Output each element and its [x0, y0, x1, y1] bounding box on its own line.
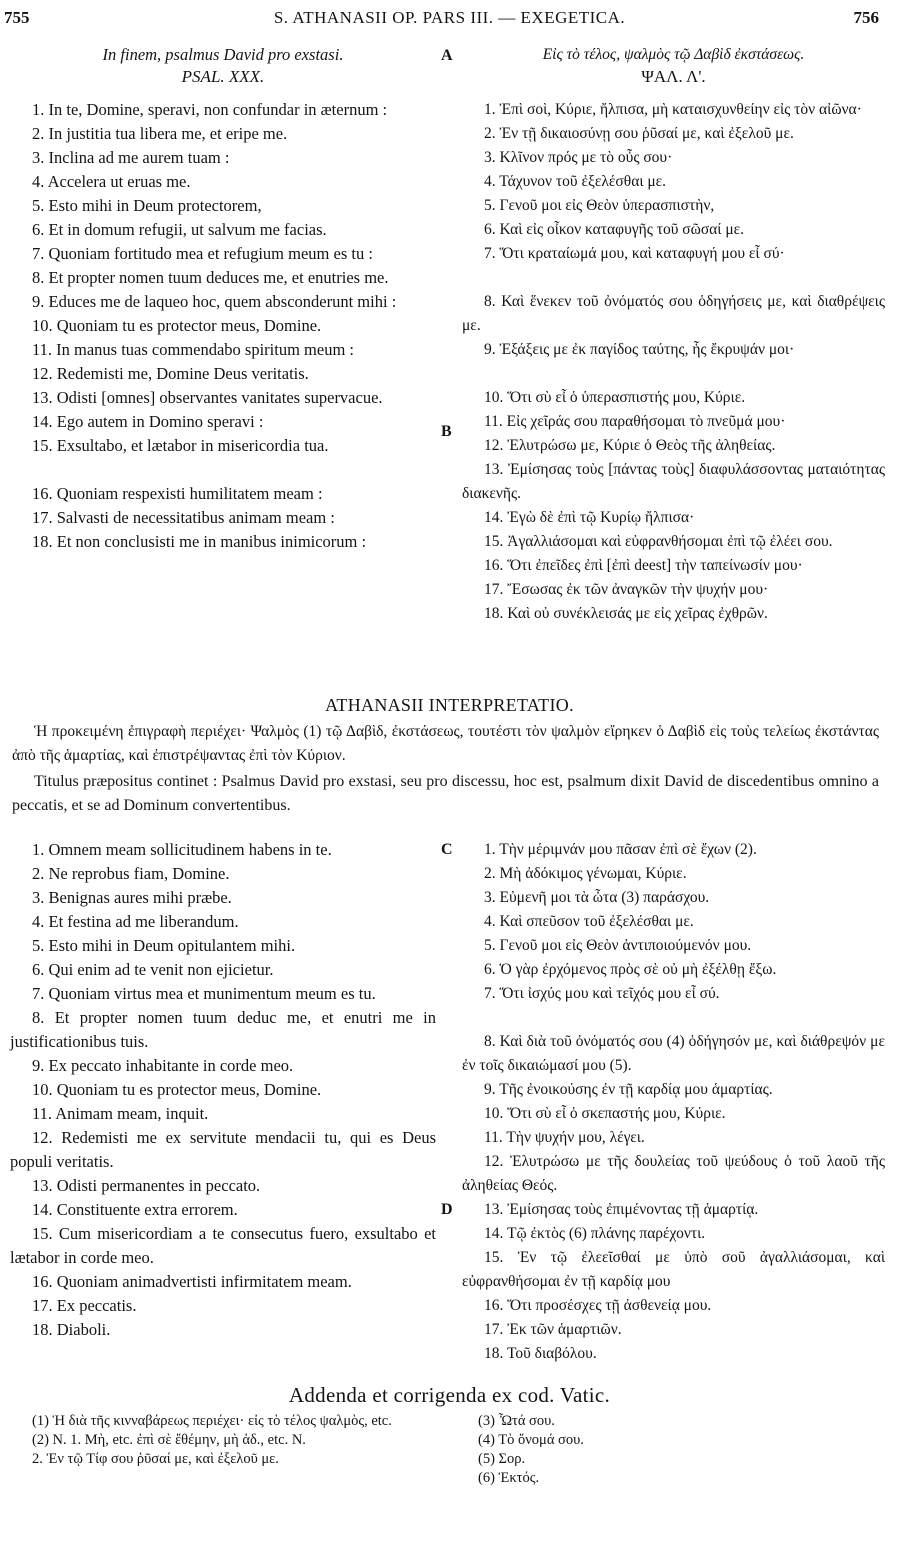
- verse: 18. Τοῦ διαβόλου.: [484, 1345, 597, 1362]
- verse: 4. Καὶ σπεῦσον τοῦ ἐξελέσθαι με.: [484, 913, 694, 930]
- verse: 6. Et in domum refugii, ut salvum me facias.: [32, 220, 327, 239]
- verse: 15. Ἐν τῷ ἐλεεῖσθαί με ὑπὸ σοῦ ἀγαλλιάσομαι, καὶ εὐφρανθήσομαι ἐν τῇ καρδίᾳ μου: [462, 1249, 885, 1290]
- verse: 15. Exsultabo, et lætabor in misericordia tua.: [32, 436, 329, 455]
- verse: 2. Ne reprobus fiam, Domine.: [32, 864, 230, 883]
- greek-psalm-number: ΨΑΛ. Λ'.: [641, 67, 706, 86]
- footnote: (1) Ἡ διὰ τῆς κινναβάρεως περιέχει· εἰς τὸ τέλος ψαλμὸς, etc.: [32, 1413, 392, 1429]
- verse: 12. Ἐλυτρώσω με, Κύριε ὁ Θεὸς τῆς ἀληθείας.: [484, 437, 776, 454]
- greek-psalm-title: Εἰς τὸ τέλος, ψαλμὸς τῷ Δαβὶδ ἐκστάσεως.: [542, 46, 805, 63]
- verse: 9. Educes me de laqueo hoc, quem absconderunt mihi :: [32, 292, 397, 311]
- verse: 7. Ὅτι κραταίωμά μου, καὶ καταφυγή μου εἶ σύ·: [484, 245, 785, 262]
- addenda-section: [0, 1380, 899, 1488]
- verse: 4. Et festina ad me liberandum.: [32, 912, 239, 931]
- verse: 18. Καὶ οὐ συνέκλεισάς με εἰς χεῖρας ἐχθρῶν.: [484, 605, 768, 622]
- addenda-right-notes: [444, 1412, 899, 1488]
- verse: 11. Τὴν ψυχήν μου, λέγει.: [484, 1129, 645, 1146]
- verse: 3. Inclina ad me aurem tuam :: [32, 148, 230, 167]
- verse: 11. Animam meam, inquit.: [32, 1104, 209, 1123]
- verse: 9. Ex peccato inhabitante in corde meo.: [32, 1056, 294, 1075]
- verse: 15. Ἀγαλλιάσομαι καὶ εὐφρανθήσομαι ἐπὶ τῷ ἐλέει σου.: [484, 533, 833, 550]
- running-title: S. ATHANASII OP. PARS III. — EXEGETICA.: [273, 8, 626, 27]
- verse: 13. Odisti [omnes] observantes vanitates supervacue.: [32, 388, 383, 407]
- verse: 1. Omnem meam sollicitudinem habens in te.: [32, 840, 332, 859]
- running-header: [0, 8, 899, 34]
- greek-psalm-column: [444, 98, 899, 626]
- verse: 12. Redemisti me ex servitute mendacii tu, qui es Deus populi veritatis.: [10, 1128, 436, 1171]
- margin-marker-c: C: [441, 841, 453, 858]
- addenda-left-notes: [0, 1412, 444, 1488]
- verse: 9. Τῆς ἐνοικούσης ἐν τῇ καρδίᾳ μου ἁμαρτίας.: [484, 1081, 773, 1098]
- verse: 4. Accelera ut eruas me.: [32, 172, 191, 191]
- addenda-heading: Addenda et corrigenda ex cod. Vatic.: [288, 1383, 611, 1407]
- verse: 13. Odisti permanentes in peccato.: [32, 1176, 261, 1195]
- margin-marker-a: A: [441, 47, 453, 64]
- latin-psalm-title: In finem, psalmus David pro exstasi.: [102, 45, 344, 64]
- verse: 17. Salvasti de necessitatibus animam meam :: [32, 508, 335, 527]
- page-number-left: 755: [4, 8, 30, 27]
- margin-marker-b: B: [441, 423, 452, 440]
- greek-intro: Ἡ προκειμένη ἐπιγραφὴ περιέχει· Ψαλμὸς (1) τῷ Δαβὶδ, ἐκστάσεως, τουτέστι τὸν ψαλμὸν εἴρηκεν ὁ Δαβὶδ εἰς τοὺς τελείως ἐκστάντας ἀπὸ τῆς ἁμαρτίας, καὶ ἐπιστρέψαντας ἐπὶ τὸν Κύριον.: [12, 723, 879, 764]
- verse: 10. Quoniam tu es protector meus, Domine.: [32, 316, 322, 335]
- verse: 6. Ὁ γὰρ ἐρχόμενος πρὸς σὲ οὐ μὴ ἐξέλθῃ ἔξω.: [484, 961, 777, 978]
- verse: 13. Ἐμίσησας τοὺς ἐπιμένοντας τῇ ἁμαρτίᾳ.: [484, 1201, 759, 1218]
- verse: 2. In justitia tua libera me, et eripe me.: [32, 124, 288, 143]
- verse: 7. Quoniam fortitudo mea et refugium meum es tu :: [32, 244, 373, 263]
- verse: 8. Et propter nomen tuum deduces me, et enutries me.: [32, 268, 389, 287]
- verse: 2. Ἐν τῇ δικαιοσύνῃ σου ῥῦσαί με, καὶ ἐξελοῦ με.: [484, 125, 794, 142]
- verse: 16. Quoniam respexisti humilitatem meam :: [32, 484, 323, 503]
- verse: 14. Constituente extra errorem.: [32, 1200, 238, 1219]
- psalm-verses: [0, 98, 899, 626]
- verse: 8. Καὶ διὰ τοῦ ὀνόματός σου (4) ὁδήγησόν με, καὶ διάθρεψόν με ἐν τοῖς δικαιώμασί μου (5).: [462, 1033, 885, 1074]
- verse: 12. Ἐλυτρώσω με τῆς δουλείας τοῦ ψεύδους ὁ τοῦ λαοῦ τῆς ἀληθείας Θεός.: [462, 1153, 885, 1194]
- footnote: (6) Ἐκτός.: [478, 1470, 540, 1486]
- verse: 17. Ἐκ τῶν ἁμαρτιῶν.: [484, 1321, 622, 1338]
- latin-intro: Titulus præpositus continet : Psalmus David pro exstasi, seu pro discessu, hoc est, psalmum dixit David de discedentibus omnino a peccatis, et se ad Dominum convertentibus.: [12, 773, 879, 814]
- verse: 6. Qui enim ad te venit non ejicietur.: [32, 960, 274, 979]
- psalm-titles: [0, 44, 899, 88]
- verse: 8. Καὶ ἕνεκεν τοῦ ὀνόματός σου ὁδηγήσεις με, καὶ διαθρέψεις με.: [462, 293, 885, 334]
- verse: 14. Ego autem in Domino speravi :: [32, 412, 264, 431]
- verse: 7. Quoniam virtus mea et munimentum meum es tu.: [32, 984, 376, 1003]
- verse: 18. Diaboli.: [32, 1320, 111, 1339]
- verse: 3. Benignas aures mihi præbe.: [32, 888, 232, 907]
- verse: 5. Γενοῦ μοι εἰς Θεὸν ἀντιποιούμενόν μου.: [484, 937, 752, 954]
- verse: 1. Τὴν μέριμνάν μου πᾶσαν ἐπὶ σὲ ἔχων (2).: [484, 841, 757, 858]
- verse: 11. In manus tuas commendabo spiritum meum :: [32, 340, 355, 359]
- verse: 1. In te, Domine, speravi, non confundar in æternum :: [32, 100, 388, 119]
- verse: 5. Esto mihi in Deum protectorem,: [32, 196, 262, 215]
- footnote: (2) Ν. 1. Μὴ, etc. ἐπὶ σὲ ἔθέμην, μὴ ἀδ., etc. N.: [32, 1432, 306, 1448]
- margin-marker-d: D: [441, 1201, 453, 1218]
- verse: 8. Et propter nomen tuum deduc me, et enutri me in justificationibus tuis.: [10, 1008, 436, 1051]
- verse: 7. Ὅτι ἰσχύς μου καὶ τεῖχός μου εἶ σύ.: [484, 985, 720, 1002]
- verse: 12. Redemisti me, Domine Deus veritatis.: [32, 364, 309, 383]
- verse: 13. Ἐμίσησας τοὺς [πάντας τοὺς] διαφυλάσσοντας ματαιότητας διακενῆς.: [462, 461, 885, 502]
- footnote: (5) Σορ.: [478, 1451, 526, 1467]
- greek-title-column: [444, 44, 899, 88]
- verse: 3. Κλῖνον πρός με τὸ οὖς σου·: [484, 149, 673, 166]
- verse: 5. Esto mihi in Deum opitulantem mihi.: [32, 936, 296, 955]
- footnote: (3) Ὦτά σου.: [478, 1413, 555, 1429]
- verse: 18. Et non conclusisti me in manibus inimicorum :: [32, 532, 367, 551]
- verse: 16. Ὅτι προσέσχες τῇ ἀσθενείᾳ μου.: [484, 1297, 712, 1314]
- footnote: (4) Τὸ ὄνομά σου.: [478, 1432, 584, 1448]
- verse: 16. Quoniam animadvertisti infirmitatem meam.: [32, 1272, 352, 1291]
- verse: 16. Ὅτι ἐπεῖδες ἐπὶ [ἐπὶ deest] τὴν ταπείνωσίν μου·: [484, 557, 803, 574]
- latin-psalm-number: PSAL. XXX.: [181, 67, 265, 86]
- greek-interpretatio-column: [444, 838, 899, 1366]
- verse: 9. Ἐξάξεις με ἐκ παγίδος ταύτης, ἧς ἔκρυψάν μοι·: [484, 341, 795, 358]
- verse: 14. Ἐγὼ δὲ ἐπὶ τῷ Κυρίῳ ἤλπισα·: [484, 509, 695, 526]
- verse: 5. Γενοῦ μοι εἰς Θεὸν ὑπερασπιστὴν,: [484, 197, 715, 214]
- verse: 1. Ἐπὶ σοὶ, Κύριε, ἤλπισα, μὴ καταισχυνθείην εἰς τὸν αἰῶνα·: [484, 101, 862, 118]
- verse: 17. Ex peccatis.: [32, 1296, 137, 1315]
- verse: 14. Τῷ ἐκτὸς (6) πλάνης παρέχοντι.: [484, 1225, 706, 1242]
- latin-psalm-column: [0, 98, 444, 626]
- verse: 10. Ὅτι σὺ εἶ ὁ σκεπαστής μου, Κύριε.: [484, 1105, 726, 1122]
- latin-title-column: [0, 44, 444, 88]
- latin-interpretatio-column: [0, 838, 444, 1366]
- verse: 17. Ἔσωσας ἐκ τῶν ἀναγκῶν τὴν ψυχήν μου·: [484, 581, 769, 598]
- verse: 10. Quoniam tu es protector meus, Domine.: [32, 1080, 322, 1099]
- verse: 3. Εὐμενῆ μοι τὰ ὦτα (3) παράσχου.: [484, 889, 710, 906]
- verse: 11. Εἰς χεῖράς σου παραθήσομαι τὸ πνεῦμά μου·: [484, 413, 786, 430]
- verse: 4. Τάχυνον τοῦ ἐξελέσθαι με.: [484, 173, 667, 190]
- footnote: 2. Ἐν τῷ Τίφ σου ῥῦσαί με, καὶ ἐξελοῦ με.: [32, 1451, 279, 1467]
- verse: 2. Μὴ ἀδόκιμος γένωμαι, Κύριε.: [484, 865, 687, 882]
- verse: 15. Cum misericordiam a te consecutus fuero, exsultabo et lætabor in corde meo.: [10, 1224, 436, 1267]
- page-number-right: 756: [853, 8, 879, 27]
- interpretatio-intro: [0, 692, 899, 818]
- interpretatio-heading: ATHANASII INTERPRETATIO.: [325, 695, 574, 715]
- verse: 10. Ὅτι σὺ εἶ ὁ ὑπερασπιστής μου, Κύριε.: [484, 389, 746, 406]
- verse: 6. Καὶ εἰς οἶκον καταφυγῆς τοῦ σῶσαί με.: [484, 221, 745, 238]
- interpretatio-verses: [0, 838, 899, 1366]
